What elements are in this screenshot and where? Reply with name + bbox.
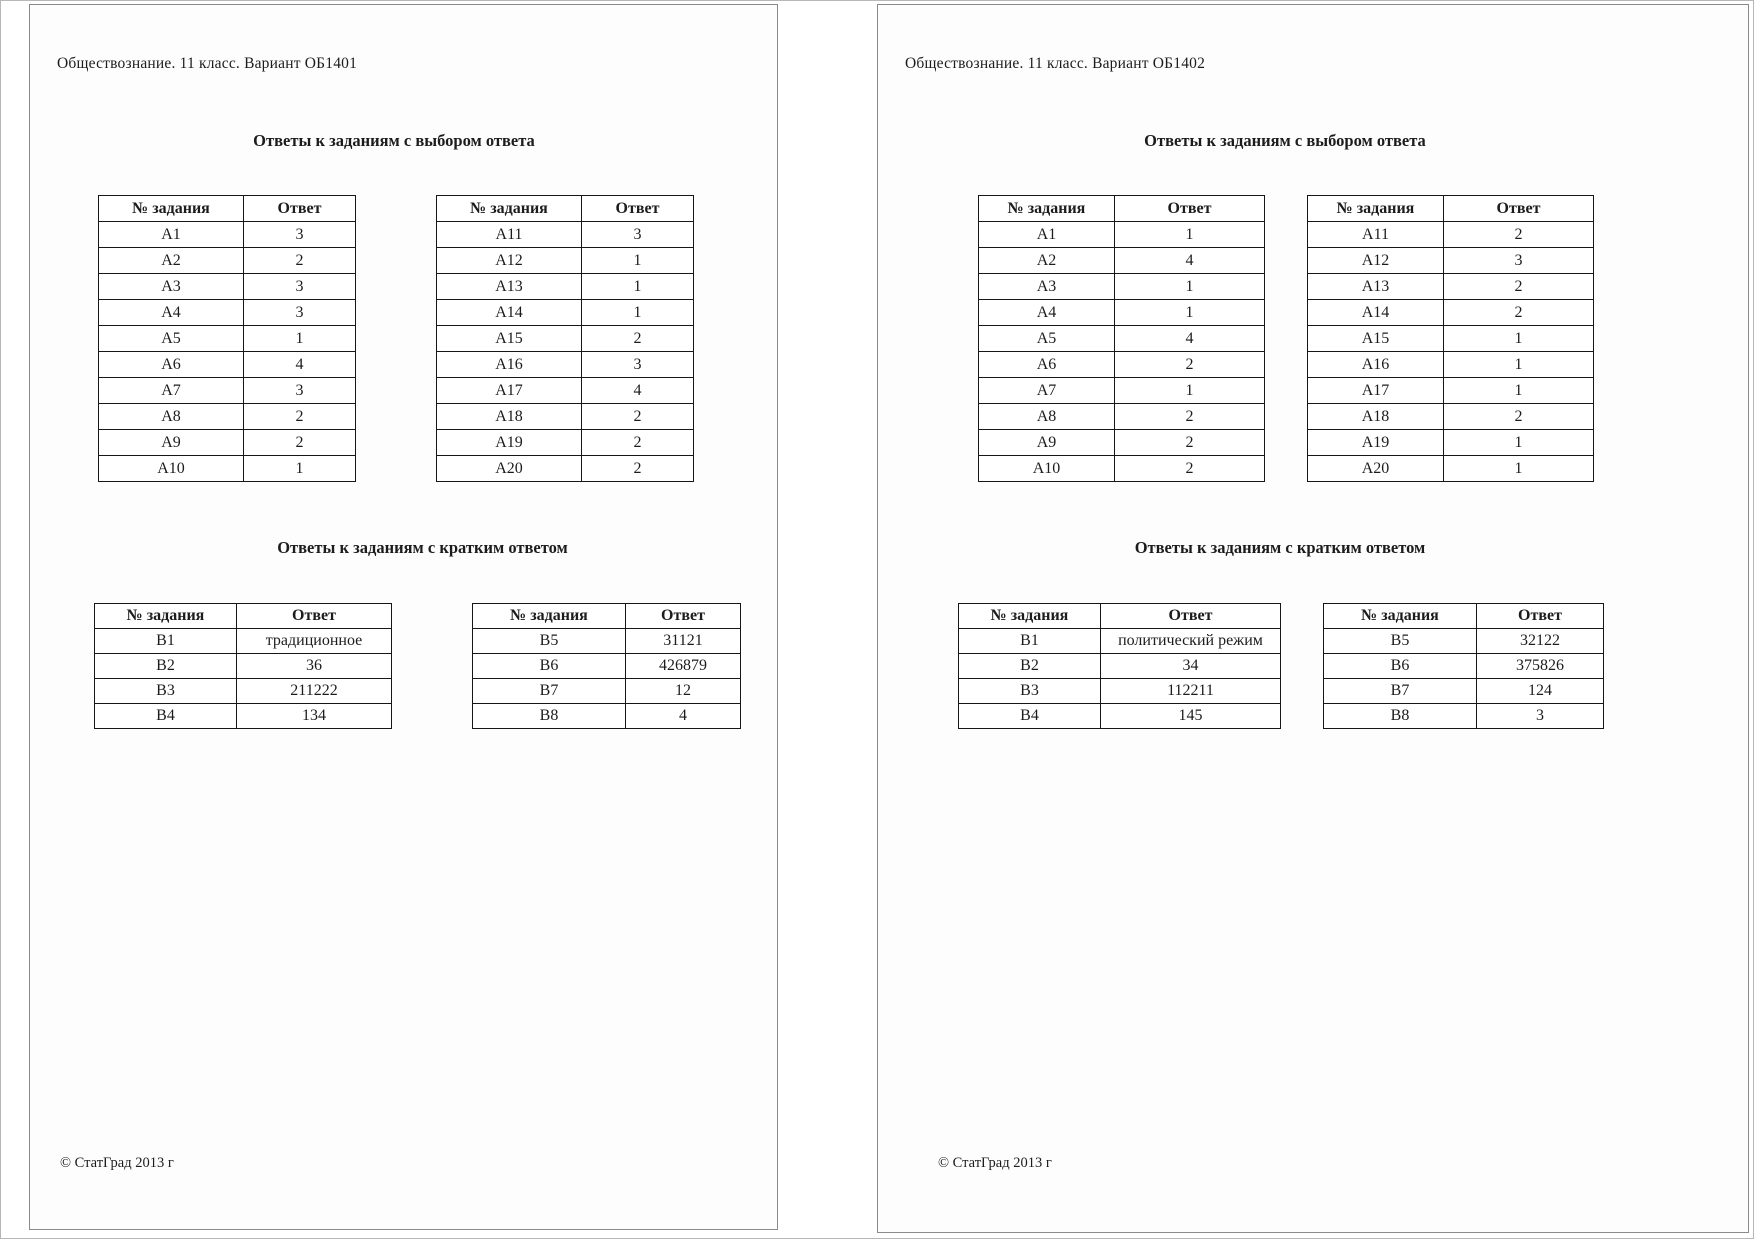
answer-column-header: Ответ: [1477, 604, 1604, 629]
answer-cell: 1: [1444, 378, 1594, 404]
task-cell: А15: [437, 326, 582, 352]
task-column-header: № задания: [473, 604, 626, 629]
table-row: [1308, 326, 1594, 352]
answer-column-header: Ответ: [237, 604, 392, 629]
table-header-row: [959, 604, 1281, 629]
table-row: [437, 352, 694, 378]
answer-cell: 2: [582, 456, 694, 482]
answer-cell: 2: [1115, 456, 1265, 482]
task-cell: А17: [437, 378, 582, 404]
task-cell: А2: [99, 248, 244, 274]
answer-cell: 2: [1444, 404, 1594, 430]
task-cell: А16: [437, 352, 582, 378]
choice-answers-tables-group: [98, 195, 694, 482]
answer-cell: политический режим: [1101, 629, 1281, 654]
task-cell: В3: [95, 679, 237, 704]
task-cell: А2: [979, 248, 1115, 274]
table-row: [979, 274, 1265, 300]
task-cell: А12: [437, 248, 582, 274]
task-cell: А14: [437, 300, 582, 326]
answer-cell: 3: [582, 352, 694, 378]
table-row: [979, 248, 1265, 274]
answer-cell: 4: [1115, 326, 1265, 352]
task-cell: А10: [99, 456, 244, 482]
answers-table-b1-b4: [94, 603, 392, 729]
section-title-short-answers: Ответы к заданиям с кратким ответом: [1134, 538, 1426, 557]
answer-cell: 2: [1444, 300, 1594, 326]
answer-cell: 1: [1444, 352, 1594, 378]
answer-cell: 2: [1444, 274, 1594, 300]
task-cell: В6: [473, 654, 626, 679]
task-cell: А11: [437, 222, 582, 248]
table-row: [437, 274, 694, 300]
answer-cell: 145: [1101, 704, 1281, 729]
table-row: [99, 404, 356, 430]
task-cell: А15: [1308, 326, 1444, 352]
table-row: [979, 326, 1265, 352]
task-cell: В8: [1324, 704, 1477, 729]
table-row: [99, 274, 356, 300]
answer-cell: 3: [244, 274, 356, 300]
answer-cell: 3: [1477, 704, 1604, 729]
table-row: [1308, 248, 1594, 274]
answer-column-header: Ответ: [1444, 196, 1594, 222]
answer-cell: 2: [1115, 430, 1265, 456]
answer-cell: 1: [1115, 300, 1265, 326]
answer-cell: 1: [1444, 456, 1594, 482]
table-row: [979, 430, 1265, 456]
answer-cell: 1: [244, 326, 356, 352]
answers-table-a1-a10: [978, 195, 1265, 482]
answer-cell: 12: [626, 679, 741, 704]
task-column-header: № задания: [1308, 196, 1444, 222]
answer-column-header: Ответ: [244, 196, 356, 222]
table-row: [959, 704, 1281, 729]
task-cell: А20: [437, 456, 582, 482]
answer-cell: 1: [1115, 378, 1265, 404]
table-row: [437, 326, 694, 352]
table-row: [437, 222, 694, 248]
task-cell: А10: [979, 456, 1115, 482]
table-row: [979, 222, 1265, 248]
answer-cell: 2: [582, 326, 694, 352]
table-row: [1308, 222, 1594, 248]
answer-cell: 4: [1115, 248, 1265, 274]
task-cell: А18: [437, 404, 582, 430]
answer-cell: 134: [237, 704, 392, 729]
document-page-left: [29, 4, 778, 1230]
answer-cell: 2: [1444, 222, 1594, 248]
task-cell: В1: [95, 629, 237, 654]
answer-cell: 2: [1115, 352, 1265, 378]
answer-cell: 1: [582, 300, 694, 326]
task-cell: В6: [1324, 654, 1477, 679]
task-column-header: № задания: [959, 604, 1101, 629]
table-row: [1308, 456, 1594, 482]
table-row: [437, 404, 694, 430]
copyright-footer: © СтатГрад 2013 г: [60, 1155, 174, 1171]
table-row: [1324, 704, 1604, 729]
table-row: [1308, 404, 1594, 430]
table-row: [99, 248, 356, 274]
answer-cell: 1: [582, 274, 694, 300]
answer-cell: 3: [1444, 248, 1594, 274]
table-row: [1308, 274, 1594, 300]
short-answers-tables-group: [94, 603, 741, 729]
answer-cell: традиционное: [237, 629, 392, 654]
answer-cell: 4: [626, 704, 741, 729]
table-row: [99, 430, 356, 456]
task-cell: А13: [1308, 274, 1444, 300]
table-row: [473, 629, 741, 654]
task-cell: А18: [1308, 404, 1444, 430]
task-cell: В4: [959, 704, 1101, 729]
answer-cell: 2: [1115, 404, 1265, 430]
table-header-row: [95, 604, 392, 629]
short-answers-tables-group: [958, 603, 1604, 729]
answer-column-header: Ответ: [1115, 196, 1265, 222]
answers-table-b1-b4: [958, 603, 1281, 729]
table-row: [99, 222, 356, 248]
table-row: [1324, 654, 1604, 679]
table-header-row: [979, 196, 1265, 222]
section-title-choice-answers: Ответы к заданиям с выбором ответа: [1144, 131, 1426, 150]
section-title-short-answers: Ответы к заданиям с кратким ответом: [277, 538, 568, 557]
table-row: [979, 404, 1265, 430]
task-cell: А5: [979, 326, 1115, 352]
table-row: [99, 378, 356, 404]
answer-cell: 31121: [626, 629, 741, 654]
table-row: [1324, 679, 1604, 704]
task-cell: А8: [99, 404, 244, 430]
table-row: [473, 679, 741, 704]
task-cell: А14: [1308, 300, 1444, 326]
answer-cell: 2: [244, 248, 356, 274]
table-row: [1308, 300, 1594, 326]
page-header: Обществознание. 11 класс. Вариант ОБ1401: [57, 55, 358, 72]
answer-column-header: Ответ: [626, 604, 741, 629]
table-row: [99, 326, 356, 352]
copyright-footer: © СтатГрад 2013 г: [938, 1155, 1052, 1171]
answers-table-a11-a20: [436, 195, 694, 482]
answer-cell: 4: [582, 378, 694, 404]
task-cell: В7: [1324, 679, 1477, 704]
answer-cell: 3: [582, 222, 694, 248]
answer-cell: 1: [1444, 326, 1594, 352]
table-row: [1324, 629, 1604, 654]
answer-cell: 1: [1115, 222, 1265, 248]
answer-cell: 4: [244, 352, 356, 378]
table-row: [99, 300, 356, 326]
table-row: [473, 654, 741, 679]
answer-cell: 2: [582, 430, 694, 456]
answer-cell: 124: [1477, 679, 1604, 704]
answer-cell: 211222: [237, 679, 392, 704]
task-cell: А3: [99, 274, 244, 300]
answer-cell: 2: [582, 404, 694, 430]
document-page-right: [877, 4, 1749, 1233]
answer-cell: 1: [1115, 274, 1265, 300]
task-cell: А7: [99, 378, 244, 404]
answer-cell: 32122: [1477, 629, 1604, 654]
answer-cell: 112211: [1101, 679, 1281, 704]
task-cell: А9: [99, 430, 244, 456]
answers-table-a1-a10: [98, 195, 356, 482]
answers-table-b5-b8: [472, 603, 741, 729]
task-cell: В7: [473, 679, 626, 704]
table-row: [1308, 352, 1594, 378]
table-header-row: [437, 196, 694, 222]
table-row: [979, 456, 1265, 482]
task-cell: В1: [959, 629, 1101, 654]
table-row: [437, 456, 694, 482]
table-row: [959, 629, 1281, 654]
section-title-choice-answers: Ответы к заданиям с выбором ответа: [253, 131, 535, 150]
answer-cell: 34: [1101, 654, 1281, 679]
task-cell: А6: [99, 352, 244, 378]
choice-answers-tables-group: [978, 195, 1594, 482]
table-header-row: [473, 604, 741, 629]
table-header-row: [1308, 196, 1594, 222]
answer-cell: 3: [244, 378, 356, 404]
table-row: [99, 456, 356, 482]
task-cell: А4: [99, 300, 244, 326]
answers-table-b5-b8: [1323, 603, 1604, 729]
task-column-header: № задания: [1324, 604, 1477, 629]
task-cell: А13: [437, 274, 582, 300]
task-cell: В2: [959, 654, 1101, 679]
answer-cell: 426879: [626, 654, 741, 679]
table-row: [95, 704, 392, 729]
task-cell: А20: [1308, 456, 1444, 482]
task-cell: А19: [437, 430, 582, 456]
task-cell: В5: [1324, 629, 1477, 654]
task-cell: В8: [473, 704, 626, 729]
table-header-row: [99, 196, 356, 222]
table-row: [1308, 378, 1594, 404]
task-cell: А3: [979, 274, 1115, 300]
task-cell: А11: [1308, 222, 1444, 248]
answer-cell: 1: [582, 248, 694, 274]
page-header: Обществознание. 11 класс. Вариант ОБ1402: [905, 55, 1206, 72]
task-column-header: № задания: [979, 196, 1115, 222]
table-row: [99, 352, 356, 378]
answer-cell: 36: [237, 654, 392, 679]
task-cell: А1: [979, 222, 1115, 248]
task-cell: В5: [473, 629, 626, 654]
task-cell: А16: [1308, 352, 1444, 378]
answer-column-header: Ответ: [582, 196, 694, 222]
answer-cell: 2: [244, 404, 356, 430]
table-row: [959, 679, 1281, 704]
table-row: [95, 629, 392, 654]
table-row: [1308, 430, 1594, 456]
answer-cell: 2: [244, 430, 356, 456]
task-cell: В4: [95, 704, 237, 729]
answer-cell: 1: [244, 456, 356, 482]
task-cell: А9: [979, 430, 1115, 456]
table-row: [959, 654, 1281, 679]
answers-table-a11-a20: [1307, 195, 1594, 482]
table-row: [437, 300, 694, 326]
task-cell: В3: [959, 679, 1101, 704]
task-column-header: № задания: [95, 604, 237, 629]
table-row: [979, 378, 1265, 404]
task-column-header: № задания: [99, 196, 244, 222]
answer-cell: 1: [1444, 430, 1594, 456]
task-column-header: № задания: [437, 196, 582, 222]
task-cell: А6: [979, 352, 1115, 378]
answer-cell: 3: [244, 300, 356, 326]
table-row: [437, 248, 694, 274]
table-row: [979, 352, 1265, 378]
table-row: [473, 704, 741, 729]
table-row: [95, 679, 392, 704]
task-cell: А5: [99, 326, 244, 352]
task-cell: А17: [1308, 378, 1444, 404]
table-row: [979, 300, 1265, 326]
task-cell: В2: [95, 654, 237, 679]
task-cell: А12: [1308, 248, 1444, 274]
task-cell: А19: [1308, 430, 1444, 456]
table-row: [437, 378, 694, 404]
task-cell: А7: [979, 378, 1115, 404]
table-header-row: [1324, 604, 1604, 629]
task-cell: А4: [979, 300, 1115, 326]
table-row: [437, 430, 694, 456]
table-row: [95, 654, 392, 679]
answer-column-header: Ответ: [1101, 604, 1281, 629]
answer-cell: 375826: [1477, 654, 1604, 679]
answer-cell: 3: [244, 222, 356, 248]
task-cell: А1: [99, 222, 244, 248]
task-cell: А8: [979, 404, 1115, 430]
